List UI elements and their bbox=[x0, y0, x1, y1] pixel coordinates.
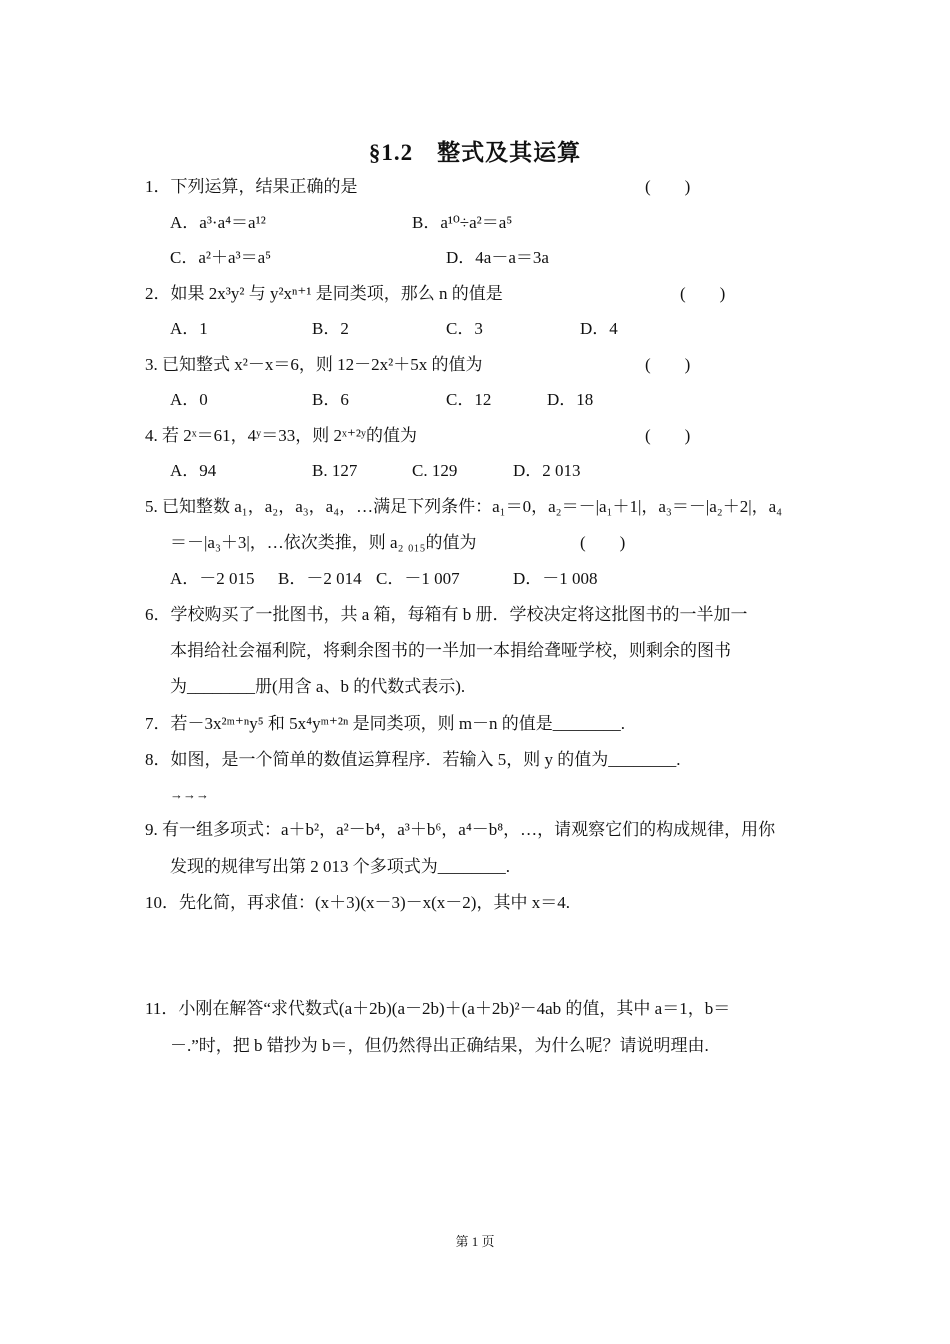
question-1-option-c: C．a²＋a³＝a⁵ bbox=[170, 248, 272, 267]
question-3-stem: 3. 已知整式 x²－x＝6，则 12－2x²＋5x 的值为 bbox=[145, 355, 483, 374]
question-2-option-d: D．4 bbox=[580, 319, 618, 338]
question-5-answer-paren: ( ) bbox=[580, 533, 626, 552]
question-8-line-1: 8．如图，是一个简单的数值运算程序．若输入 5，则 y 的值为________. bbox=[145, 750, 681, 769]
question-3-option-c: C．12 bbox=[446, 390, 492, 409]
question-3-option-d: D．18 bbox=[547, 390, 594, 409]
question-7: 7．若－3x²ᵐ⁺ⁿy⁵ 和 5x⁴yᵐ⁺²ⁿ 是同类项，则 m－n 的值是________. bbox=[145, 714, 626, 733]
question-6-line-2: 本捐给社会福利院，将剩余图书的一半加一本捐给聋哑学校，则剩余的图书 bbox=[170, 641, 731, 660]
question-3-answer-paren: ( ) bbox=[645, 355, 691, 374]
question-2-option-a: A．1 bbox=[170, 319, 208, 338]
question-2-stem: 2．如果 2x³y² 与 y²xⁿ⁺¹ 是同类项，那么 n 的值是 bbox=[145, 284, 503, 303]
page-title: §1.2 整式及其运算 bbox=[368, 140, 582, 165]
question-5-line-1: 5. 已知整数 a₁，a₂，a₃，a₄，…满足下列条件：a₁＝0，a₂＝－|a₁＋1|，a₃＝－|a₂＋2|，a₄ bbox=[145, 497, 783, 516]
question-4-answer-paren: ( ) bbox=[645, 426, 691, 445]
question-4-option-d: D．2 013 bbox=[513, 461, 581, 480]
question-5-option-d: D．－1 008 bbox=[513, 569, 598, 588]
question-1-option-b: B．a¹⁰÷a²＝a⁵ bbox=[412, 213, 513, 232]
question-6-line-1: 6．学校购买了一批图书，共 a 箱，每箱有 b 册．学校决定将这批图书的一半加一 bbox=[145, 605, 748, 624]
question-4-option-a: A．94 bbox=[170, 461, 217, 480]
question-3-option-a: A．0 bbox=[170, 390, 208, 409]
question-4-option-c: C. 129 bbox=[412, 461, 458, 480]
question-3-option-b: B．6 bbox=[312, 390, 349, 409]
question-2-option-c: C．3 bbox=[446, 319, 483, 338]
question-5-option-c: C．－1 007 bbox=[376, 569, 460, 588]
question-9-line-1: 9. 有一组多项式：a＋b²，a²－b⁴，a³＋b⁶，a⁴－b⁸，…，请观察它们的构成规律，用你 bbox=[145, 820, 776, 839]
question-10: 10．先化简，再求值：(x＋3)(x－3)－x(x－2)，其中 x＝4. bbox=[145, 893, 570, 912]
question-5-option-a: A．－2 015 bbox=[170, 569, 255, 588]
question-2-option-b: B．2 bbox=[312, 319, 349, 338]
question-1-option-a: A．a³·a⁴＝a¹² bbox=[170, 213, 266, 232]
question-4-option-b: B. 127 bbox=[312, 461, 358, 480]
program-flow-arrows: →→→ bbox=[170, 787, 209, 802]
question-11-line-2: －.”时，把 b 错抄为 b＝，但仍然得出正确结果，为什么呢？请说明理由. bbox=[170, 1036, 709, 1055]
question-9-line-2: 发现的规律写出第 2 013 个多项式为________. bbox=[170, 857, 510, 876]
question-5-option-b: B．－2 014 bbox=[278, 569, 362, 588]
question-2-answer-paren: ( ) bbox=[680, 284, 726, 303]
question-6-line-3: 为________册(用含 a、b 的代数式表示). bbox=[170, 677, 466, 696]
question-11-line-1: 11．小刚在解答“求代数式(a＋2b)(a－2b)＋(a＋2b)²－4ab 的值，其中 a＝1，b＝ bbox=[145, 999, 731, 1018]
question-1-stem: 1．下列运算，结果正确的是 bbox=[145, 177, 358, 196]
question-1-answer-paren: ( ) bbox=[645, 177, 691, 196]
question-1-option-d: D．4a－a＝3a bbox=[446, 248, 549, 267]
page-number: 第 1 页 bbox=[455, 1234, 495, 1249]
question-4-stem: 4. 若 2ˣ＝61，4ʸ＝33，则 2ˣ⁺²ʸ的值为 bbox=[145, 426, 417, 445]
question-5-line-2: ＝－|a₃＋3|，…依次类推，则 a₂ ₀₁₅的值为 bbox=[170, 533, 477, 552]
